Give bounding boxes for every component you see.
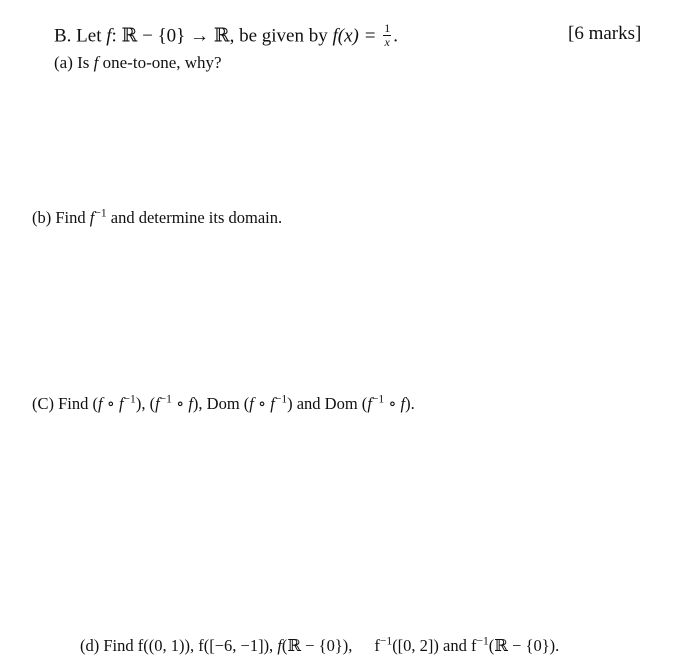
fraction [383,22,391,48]
mapping-text: : ℝ − {0} → ℝ, be given by [111,25,333,47]
part-c-text-5: ). [405,394,415,413]
heading-end: . [393,25,398,47]
function-definition: f(x) = [332,25,382,47]
part-d-text-5: (ℝ − {0}). [488,636,560,655]
part-b-prefix: (b) Find [32,208,90,227]
part-c-f3: f [155,394,160,413]
part-c-text-3: ), Dom ( [192,394,250,413]
part-d-text-4: ([0, 2]) and f [392,636,477,655]
part-d-text-2: (ℝ − {0}), [281,636,353,655]
part-c-f8: f [400,394,406,413]
part-d-sup1: −1 [379,635,393,648]
fraction-numerator: 1 [384,21,391,35]
part-c-comp2: ∘ [171,394,189,413]
part-c-f2: f [118,394,124,413]
part-c-comp3: ∘ [253,394,271,413]
function-symbol: f [106,25,112,47]
part-d-sup2: −1 [476,635,489,648]
part-c-text-2: ), ( [135,394,156,413]
part-c-f5: f [249,394,254,413]
part-a-rest: one-to-one, why? [98,53,222,72]
part-b-function: f [89,208,95,227]
part-a-function: f [93,53,99,72]
part-c-f1: f [98,394,103,413]
part-c-f7: f [367,394,372,413]
part-c-text-4: ) and Dom ( [287,394,368,413]
part-c-sup2: −1 [159,393,172,406]
marks-label: [6 marks] [568,23,642,44]
part-c-text-1: (C) Find ( [32,394,98,413]
part-c-f6: f [270,394,275,413]
part-c-question [32,393,415,413]
part-c-sup1: −1 [123,393,136,406]
part-c-comp1: ∘ [102,394,119,413]
part-b-inverse-sup: −1 [94,207,107,220]
heading-prefix: B. Let [54,25,107,47]
part-a-prefix: (a) Is [54,53,94,72]
part-c-comp4: ∘ [384,394,401,413]
part-b-question [32,207,283,227]
part-c-sup3: −1 [274,393,288,406]
fraction-denominator: x [384,34,390,49]
part-c-sup4: −1 [371,393,385,406]
part-d-text-3: f [374,636,380,655]
part-b-rest: and determine its domain. [106,208,283,227]
part-d-text-1: (d) Find f((0, 1)), f([−6, −1]), [80,636,278,655]
part-c-f4: f [188,394,193,413]
part-a-question [54,54,222,71]
question-b-heading [54,21,398,50]
part-d-question [80,635,560,655]
part-d-f: f [277,636,282,655]
